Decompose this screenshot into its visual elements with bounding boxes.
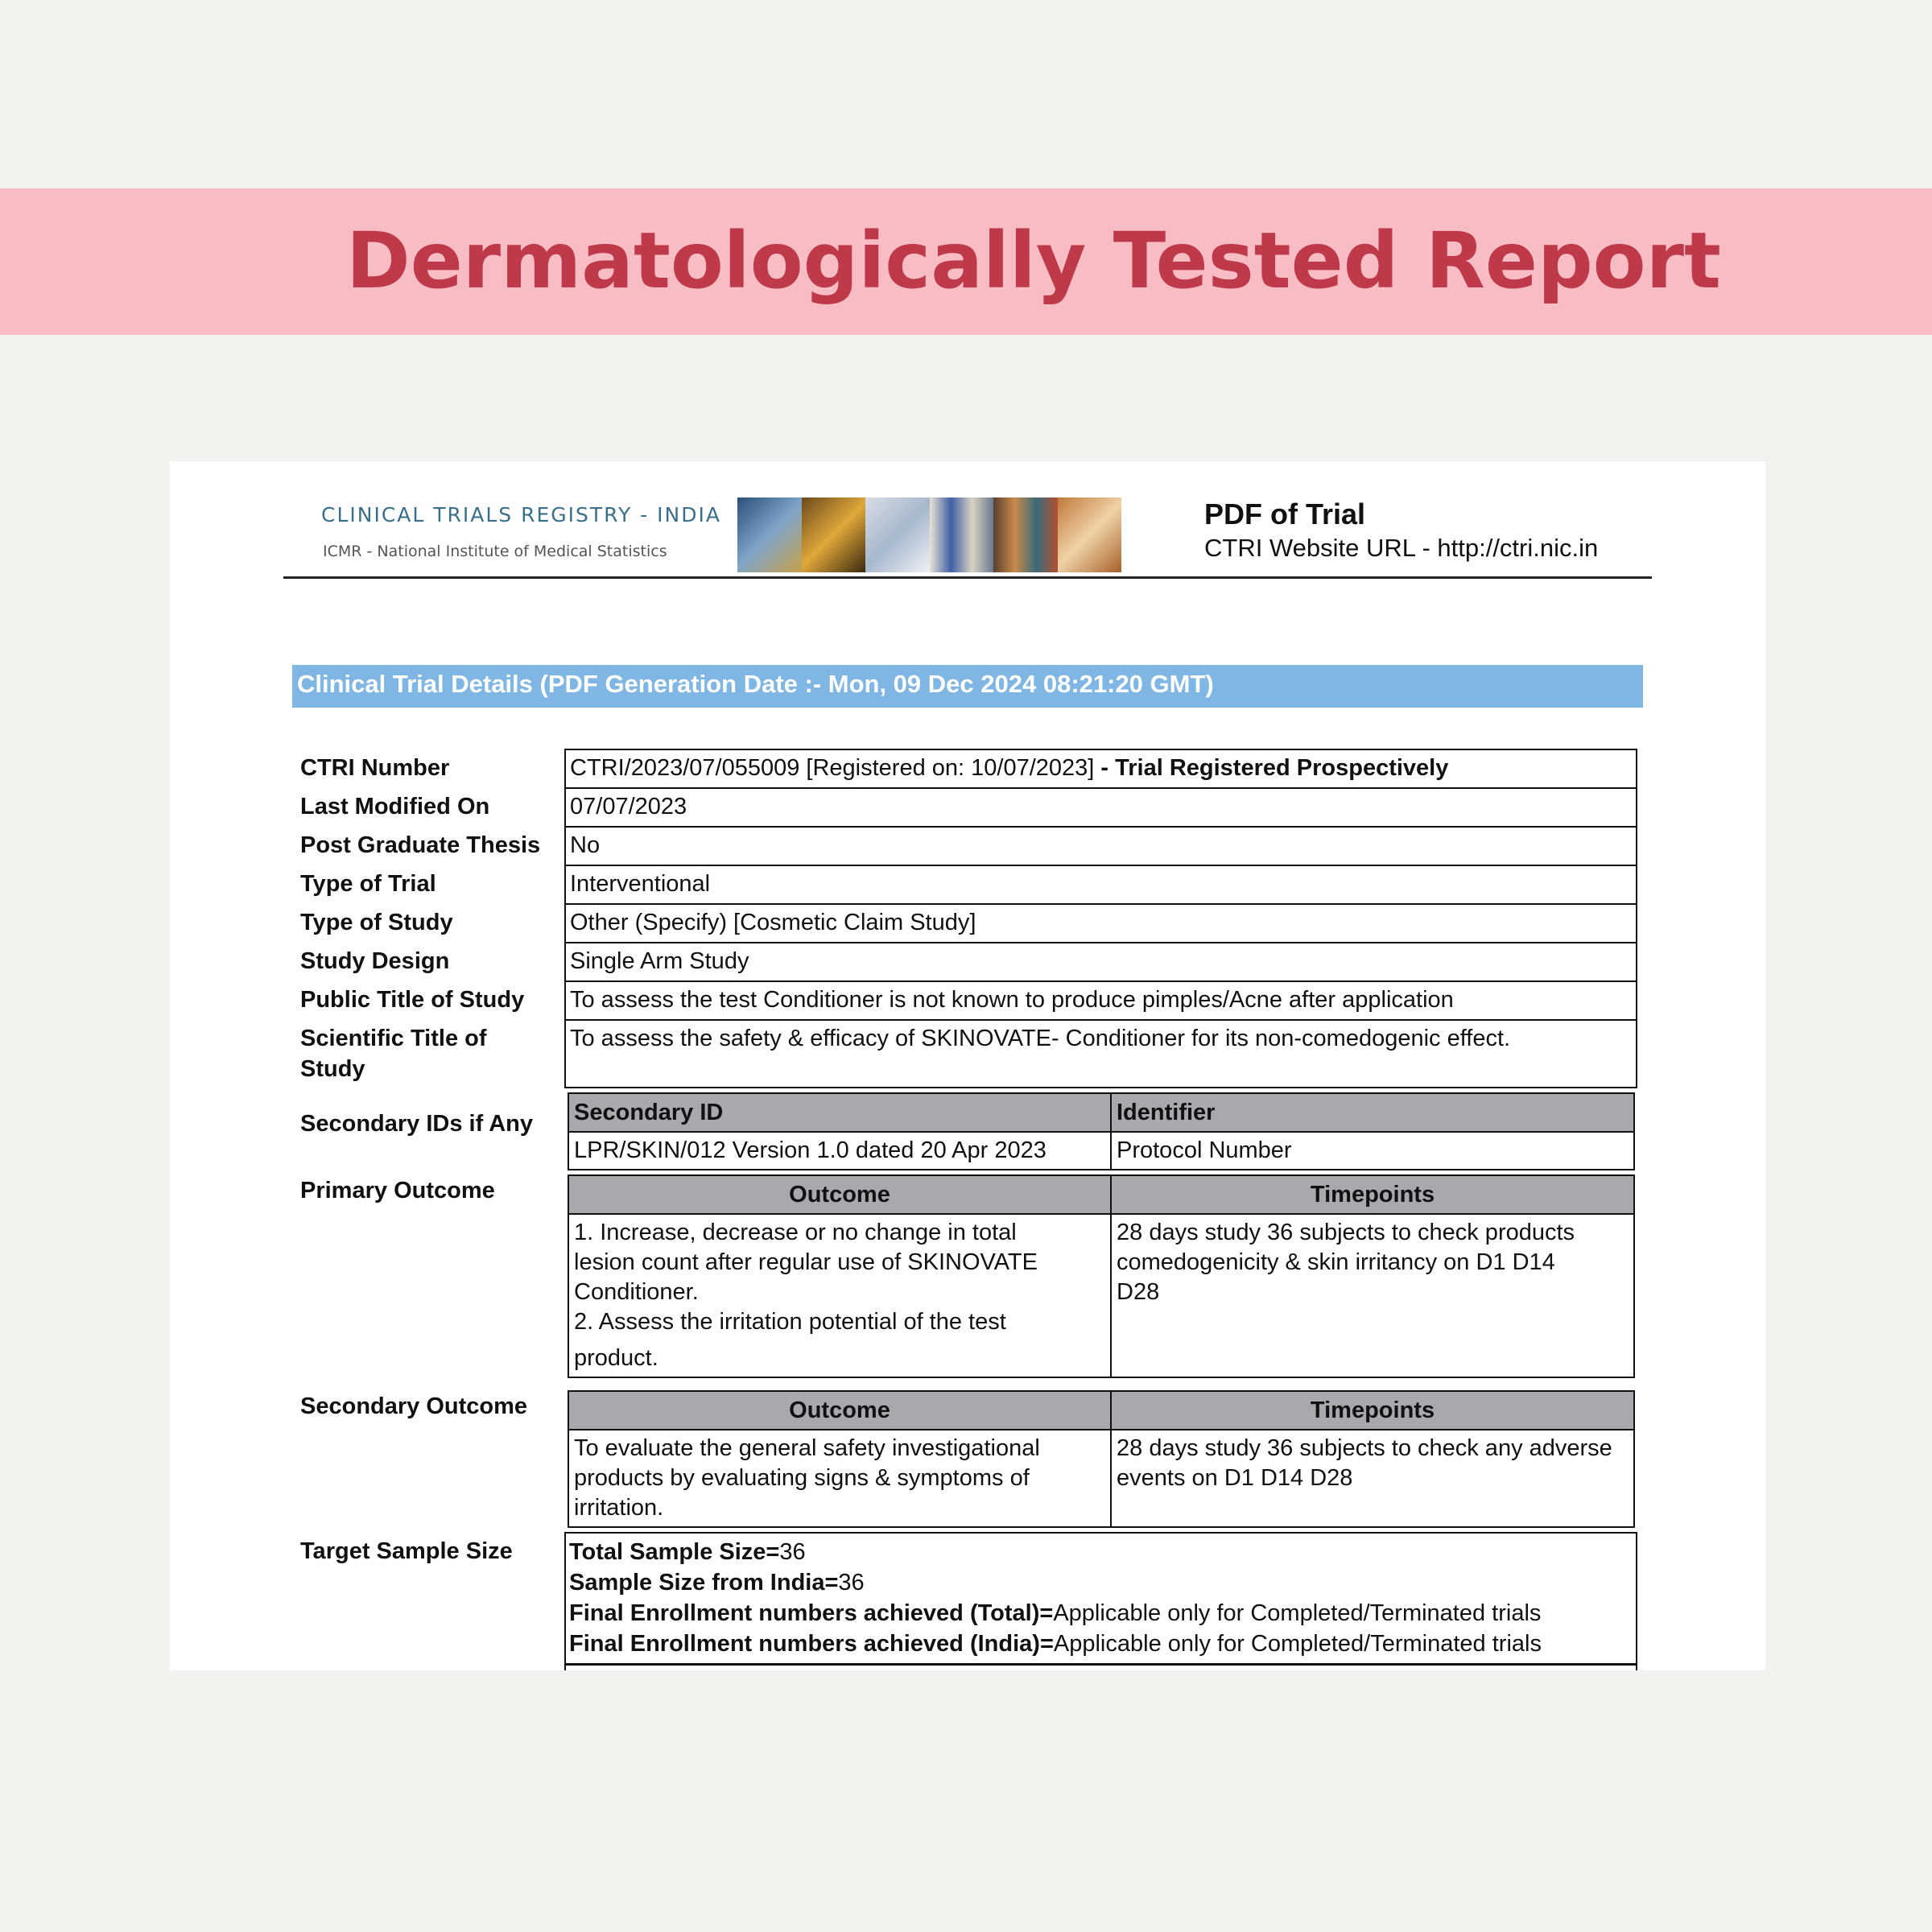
secondary-ids-table	[568, 1092, 1635, 1170]
secondary-timepoint-line: events on D1 D14 D28	[1117, 1465, 1353, 1491]
secondary-outcome-cell	[568, 1430, 1111, 1527]
secondary-outcome-header: Outcome	[568, 1391, 1111, 1430]
secondary-id-cell: LPR/SKIN/012 Version 1.0 dated 20 Apr 2023	[568, 1132, 1111, 1170]
secondary-outcome-line: To evaluate the general safety investigational	[574, 1435, 1040, 1461]
label-secondary-ids: Secondary IDs if Any	[300, 1111, 534, 1137]
pdf-url: CTRI Website URL - http://ctri.nic.in	[1204, 534, 1599, 562]
label-target-sample-size: Target Sample Size	[300, 1538, 513, 1564]
primary-outcome-table	[568, 1174, 1635, 1378]
primary-outcome-line: 2. Assess the irritation potential of the test	[574, 1309, 1006, 1335]
details-bar-text: Clinical Trial Details (PDF Generation Date :- Mon, 09 Dec 2024 08:21:20 GMT)	[297, 670, 1214, 698]
target-sample-value: Applicable only for Completed/Terminated trials	[1053, 1631, 1542, 1657]
secondary-outcome-line: irritation.	[574, 1495, 664, 1521]
secondary-outcome-table	[568, 1390, 1635, 1528]
primary-timepoint-line: D28	[1117, 1279, 1160, 1305]
primary-outcome-line: Conditioner.	[574, 1279, 699, 1305]
target-sample-value: 36	[779, 1539, 806, 1565]
target-sample-key: Final Enrollment numbers achieved (India)=	[569, 1631, 1054, 1657]
target-sample-box	[564, 1532, 1637, 1670]
value-last-modified: 07/07/2023	[564, 787, 1637, 828]
label-public-title: Public Title of Study	[300, 987, 525, 1013]
label-pg-thesis: Post Graduate Thesis	[300, 832, 541, 858]
secondary-outcome-line: products by evaluating signs & symptoms of	[574, 1465, 1030, 1491]
table-row	[568, 1430, 1634, 1527]
label-ctri-number: CTRI Number	[300, 755, 450, 781]
value-public-title: To assess the test Conditioner is not known to produce pimples/Acne after application	[564, 980, 1637, 1021]
secondary-id-header: Secondary ID	[568, 1093, 1111, 1132]
value-scientific-title: To assess the safety & efficacy of SKINOVATE- Conditioner for its non-comedogenic effect.	[564, 1019, 1637, 1088]
page-title: Dermatologically Tested Report	[346, 216, 1721, 306]
identifier-cell: Protocol Number	[1111, 1132, 1634, 1170]
target-sample-value: 36	[838, 1570, 865, 1596]
table-row	[568, 1214, 1634, 1377]
target-sample-key: Sample Size from India=	[569, 1570, 839, 1596]
primary-outcome-header: Outcome	[568, 1175, 1111, 1214]
pdf-title: PDF of Trial	[1204, 497, 1366, 530]
label-type-study: Type of Study	[300, 910, 453, 935]
primary-outcome-cell	[568, 1214, 1111, 1377]
registry-title: CLINICAL TRIALS REGISTRY - INDIA	[321, 503, 721, 526]
primary-timepoint-line: 28 days study 36 subjects to check products	[1117, 1220, 1575, 1245]
table-row	[568, 1132, 1634, 1170]
header-divider	[283, 576, 1652, 579]
ctri-document	[170, 461, 1765, 1670]
label-scientific-title	[300, 1023, 487, 1084]
target-sample-line	[569, 1598, 1633, 1629]
value-pg-thesis: No	[564, 826, 1637, 866]
label-secondary-outcome: Secondary Outcome	[300, 1393, 528, 1419]
value-study-design: Single Arm Study	[564, 942, 1637, 982]
primary-outcome-line: 1. Increase, decrease or no change in total	[574, 1220, 1017, 1245]
primary-timepoints-header: Timepoints	[1111, 1175, 1634, 1214]
label-primary-outcome: Primary Outcome	[300, 1178, 495, 1203]
secondary-timepoint-line: 28 days study 36 subjects to check any adverse	[1117, 1435, 1612, 1461]
label-last-modified: Last Modified On	[300, 794, 490, 819]
target-sample-key: Total Sample Size=	[569, 1539, 780, 1565]
ctri-number-value: CTRI/2023/07/055009 [Registered on: 10/07/2023]	[570, 755, 1095, 781]
registry-subtitle: ICMR - National Institute of Medical Statistics	[323, 543, 667, 560]
ctri-number-status: - Trial Registered Prospectively	[1094, 755, 1449, 781]
label-study-design: Study Design	[300, 948, 450, 974]
identifier-header: Identifier	[1111, 1093, 1634, 1132]
primary-timepoints-cell	[1111, 1214, 1634, 1377]
target-sample-value: Applicable only for Completed/Terminated trials	[1053, 1600, 1542, 1626]
target-sample-line	[569, 1567, 1633, 1598]
target-box-divider	[564, 1663, 1637, 1666]
label-scientific-title-line2: Study	[300, 1056, 365, 1082]
header-photo-strip	[737, 497, 1121, 572]
secondary-timepoints-header: Timepoints	[1111, 1391, 1634, 1430]
label-type-trial: Type of Trial	[300, 871, 436, 897]
value-ctri-number	[564, 749, 1637, 789]
value-type-trial: Interventional	[564, 865, 1637, 905]
primary-timepoint-line: comedogenicity & skin irritancy on D1 D14	[1117, 1249, 1555, 1275]
target-sample-line	[569, 1629, 1633, 1659]
primary-outcome-line: product.	[574, 1345, 658, 1371]
value-type-study: Other (Specify) [Cosmetic Claim Study]	[564, 903, 1637, 943]
target-sample-key: Final Enrollment numbers achieved (Total)=	[569, 1600, 1054, 1626]
target-sample-line	[569, 1537, 1633, 1567]
secondary-timepoints-cell	[1111, 1430, 1634, 1527]
primary-outcome-line: lesion count after regular use of SKINOVATE	[574, 1249, 1038, 1275]
label-scientific-title-line1: Scientific Title of	[300, 1026, 487, 1051]
